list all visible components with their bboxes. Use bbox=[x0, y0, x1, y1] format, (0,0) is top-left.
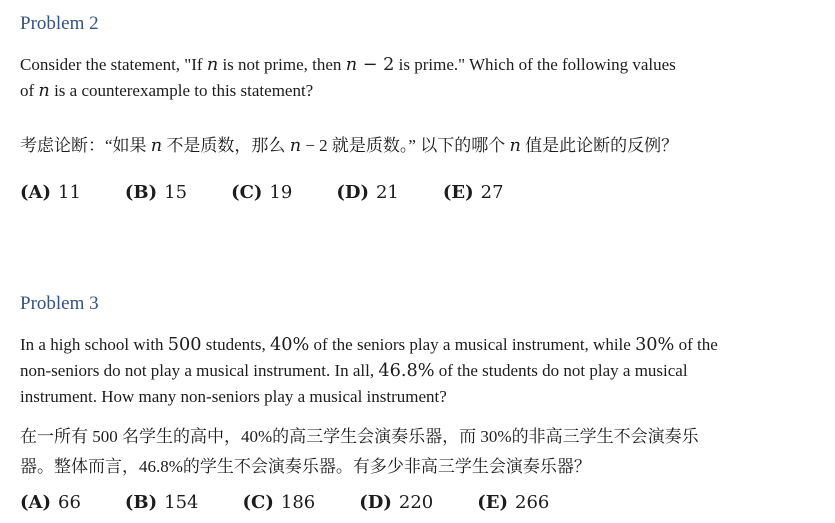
text-run: 在一所有 500 名学生的高中，40%的高三学生会演奏乐器，而 30%的非高三学生不会演奏乐 bbox=[20, 427, 699, 446]
option-value: 11 bbox=[58, 182, 81, 203]
option-label: (E) bbox=[442, 182, 474, 203]
problem-2-option-b bbox=[125, 180, 187, 206]
text-run: 不是质数，那么 bbox=[162, 136, 290, 155]
problem-2-option-a bbox=[20, 180, 81, 206]
option-value: 154 bbox=[164, 492, 199, 513]
problem-3-section bbox=[20, 293, 815, 516]
problem-3-option-c bbox=[243, 490, 316, 516]
problem-3-option-d bbox=[359, 490, 433, 516]
text-run: 器。整体而言，46.8%的学生不会演奏乐器。有多少非高三学生会演奏乐器？ bbox=[20, 457, 591, 476]
math-run: n bbox=[206, 55, 219, 75]
text-run: of the seniors play a musical instrument, while bbox=[309, 335, 636, 354]
option-label: (B) bbox=[124, 492, 158, 513]
text-run: non-seniors do not play a musical instrument. In all, bbox=[20, 361, 379, 380]
option-label: (A) bbox=[20, 182, 51, 203]
problem-3-zh-line-1 bbox=[20, 422, 815, 452]
option-label: (E) bbox=[477, 492, 509, 513]
math-run: n bbox=[289, 136, 302, 156]
text-run: 考虑论断：“如果 bbox=[20, 136, 151, 155]
option-label: (D) bbox=[359, 492, 392, 513]
math-run: n bbox=[509, 136, 521, 156]
problem-2-en-line-1 bbox=[20, 52, 815, 78]
option-label: (C) bbox=[231, 182, 263, 203]
math-run: − 2 bbox=[357, 55, 395, 75]
problem-2-answer-options-row bbox=[20, 180, 815, 206]
problem-3-en-line-2 bbox=[20, 358, 815, 384]
math-run: n bbox=[345, 55, 358, 75]
problem-2-option-e bbox=[443, 180, 504, 206]
option-value: 186 bbox=[280, 492, 316, 513]
problem-3-option-b bbox=[125, 490, 199, 516]
problem-2-option-d bbox=[336, 180, 399, 206]
problem-3-title: Problem 3 bbox=[20, 293, 99, 314]
problem-3-option-a bbox=[20, 490, 81, 516]
math-run: n bbox=[38, 81, 50, 101]
math-run: n bbox=[150, 136, 163, 156]
problem-3-en-line-3 bbox=[20, 384, 815, 409]
problem-2-section bbox=[20, 13, 815, 206]
option-value: 27 bbox=[480, 182, 504, 203]
option-value: 15 bbox=[164, 182, 188, 203]
text-run: of bbox=[20, 81, 39, 100]
problem-2-en-line-2 bbox=[20, 78, 815, 104]
text-run: instrument. How many non-seniors play a musical instrument? bbox=[20, 387, 447, 406]
option-label: (B) bbox=[124, 182, 158, 203]
text-run: − 2 就是质数。” 以下的哪个 bbox=[301, 136, 510, 155]
problem-2-option-c bbox=[231, 180, 292, 206]
option-value: 220 bbox=[398, 492, 434, 513]
text-run: 值是此论断的反例？ bbox=[520, 136, 679, 155]
problem-3-option-e bbox=[477, 490, 549, 516]
option-label: (A) bbox=[20, 492, 51, 513]
option-value: 19 bbox=[269, 182, 293, 203]
problem-3-statement-zh bbox=[20, 422, 815, 482]
problem-3-answer-options-row bbox=[20, 490, 815, 516]
option-value: 66 bbox=[58, 492, 81, 513]
text-run: is not prime, then bbox=[218, 55, 346, 74]
problem-2-statement-en bbox=[20, 52, 815, 104]
problem-2-title: Problem 2 bbox=[20, 13, 99, 34]
text-run: is prime." Which of the following values bbox=[394, 55, 676, 74]
problem-3-statement-en bbox=[20, 332, 815, 409]
option-label: (C) bbox=[242, 492, 274, 513]
math-run: 500 bbox=[167, 335, 202, 355]
option-value: 21 bbox=[375, 182, 399, 203]
text-run: is a counterexample to this statement? bbox=[49, 81, 314, 100]
text-run: of the bbox=[674, 335, 718, 354]
problem-3-en-line-1 bbox=[20, 332, 815, 358]
math-run: 30% bbox=[635, 335, 675, 355]
text-run: of the students do not play a musical bbox=[434, 361, 688, 380]
math-run: 40% bbox=[270, 335, 310, 355]
text-run: Consider the statement, "If bbox=[20, 55, 207, 74]
problem-2-statement-zh bbox=[20, 131, 815, 161]
math-run: 46.8% bbox=[378, 361, 435, 381]
option-value: 266 bbox=[515, 492, 550, 513]
text-run: In a high school with bbox=[20, 335, 168, 354]
problem-2-zh-line-1 bbox=[20, 131, 815, 161]
text-run: students, bbox=[201, 335, 271, 354]
problem-3-zh-line-2 bbox=[20, 452, 815, 482]
option-label: (D) bbox=[336, 182, 369, 203]
